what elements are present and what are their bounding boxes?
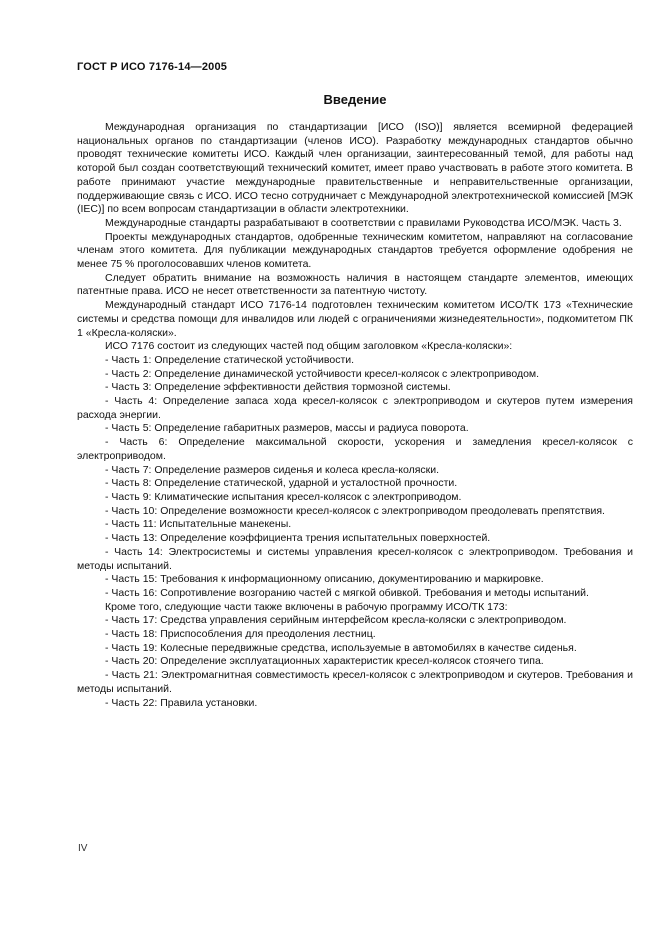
list-item: - Часть 22: Правила установки.: [105, 696, 258, 709]
paragraph: Международный стандарт ИСО 7176-14 подготовлен техническим комитетом ИСО/ТК 173 «Технические системы и средства помощи для инвалидов или людей с ограничениями жизнедеятельности», подкомитетом ПК 1 «Кресла-коляски».: [77, 299, 633, 339]
list-item: - Часть 4: Определение запаса хода кресел-колясок с электроприводом и скутеров путем измерения расхода энергии.: [77, 395, 633, 421]
page-number: IV: [78, 843, 88, 854]
standard-designation: ГОСТ Р ИСО 7176-14—2005: [77, 61, 228, 73]
list-item: - Часть 1: Определение статической устойчивости.: [105, 353, 355, 366]
paragraph: ИСО 7176 состоит из следующих частей под общим заголовком «Кресла-коляски»:: [105, 340, 513, 353]
paragraph: Международная организация по стандартизации [ИСО (ISO)] является всемирной федерацией национальных органов по стандартизации (членов ИСО). Разработку международных стандартов обычно проводят технические комитеты ИСО. Каждый член организации, заинтересованный темой, для работы над которой был создан соответствующий технический комитет, имеет право участвовать в работе этого комитета. В работе принимают участие международные правительственные и неправительственные организации, поддерживающие связь с ИСО. ИСО тесно сотрудничает с Международной электротехнической комиссией [МЭК (IEC)] по всем вопросам стандартизации в области электротехники.: [77, 121, 633, 216]
list-item: - Часть 6: Определение максимальной скорости, ускорения и замедления кресел-колясок с электроприводом.: [77, 436, 633, 462]
list-item: - Часть 8: Определение статической, ударной и усталостной прочности.: [105, 477, 458, 490]
list-item: - Часть 18: Приспособления для преодоления лестниц.: [105, 628, 376, 641]
paragraph: Проекты международных стандартов, одобренные техническим комитетом, направляют на согласование членам этого комитета. Для публикации международных стандартов требуется оформление одобрения не менее 75 % проголосовавших членов комитета.: [77, 230, 633, 271]
paragraph: Следует обратить внимание на возможность наличия в настоящем стандарте элементов, имеющих патентные права. ИСО не несет ответственности за патентную чистоту.: [77, 271, 633, 298]
list-item: - Часть 3: Определение эффективности действия тормозной системы.: [105, 381, 451, 394]
list-item: - Часть 16: Сопротивление возгоранию частей с мягкой обивкой. Требования и методы испытаний.: [105, 586, 589, 599]
paragraph: Кроме того, следующие части также включены в рабочую программу ИСО/ТК 173:: [105, 600, 508, 613]
list-item: - Часть 19: Колесные передвижные средства, используемые в автомобилях в качестве сиденья.: [105, 641, 577, 654]
list-item: - Часть 13: Определение коэффициента трения испытательных поверхностей.: [105, 532, 491, 545]
list-item: - Часть 11: Испытательные манекены.: [105, 518, 292, 531]
list-item: - Часть 7: Определение размеров сиденья и колеса кресла-коляски.: [105, 463, 440, 476]
list-item: - Часть 5: Определение габаритных размеров, массы и радиуса поворота.: [105, 422, 469, 435]
list-item: - Часть 21: Электромагнитная совместимость кресел-колясок с электроприводом и скутеров. Требования и методы испытаний.: [77, 669, 633, 695]
list-item: - Часть 2: Определение динамической устойчивости кресел-колясок с электроприводом.: [105, 367, 540, 380]
list-item: - Часть 15: Требования к информационному описанию, документированию и маркировке.: [105, 573, 544, 586]
page-title: Введение: [323, 92, 387, 107]
document-body: [77, 121, 633, 710]
list-item: - Часть 10: Определение возможности кресел-колясок с электроприводом преодолевать препятствия.: [105, 504, 605, 517]
list-item: - Часть 20: Определение эксплуатационных характеристик кресел-колясок стоячего типа.: [105, 655, 544, 668]
list-item: - Часть 17: Средства управления серийным интерфейсом кресла-коляски с электроприводом.: [105, 614, 567, 627]
paragraph: Международные стандарты разрабатывают в соответствии с правилами Руководства ИСО/МЭК. Часть 3.: [105, 216, 622, 229]
list-item: - Часть 14: Электросистемы и системы управления кресел-колясок с электроприводом. Требования и методы испытаний.: [77, 545, 633, 572]
list-item: - Часть 9: Климатические испытания кресел-колясок с электроприводом.: [105, 490, 462, 503]
